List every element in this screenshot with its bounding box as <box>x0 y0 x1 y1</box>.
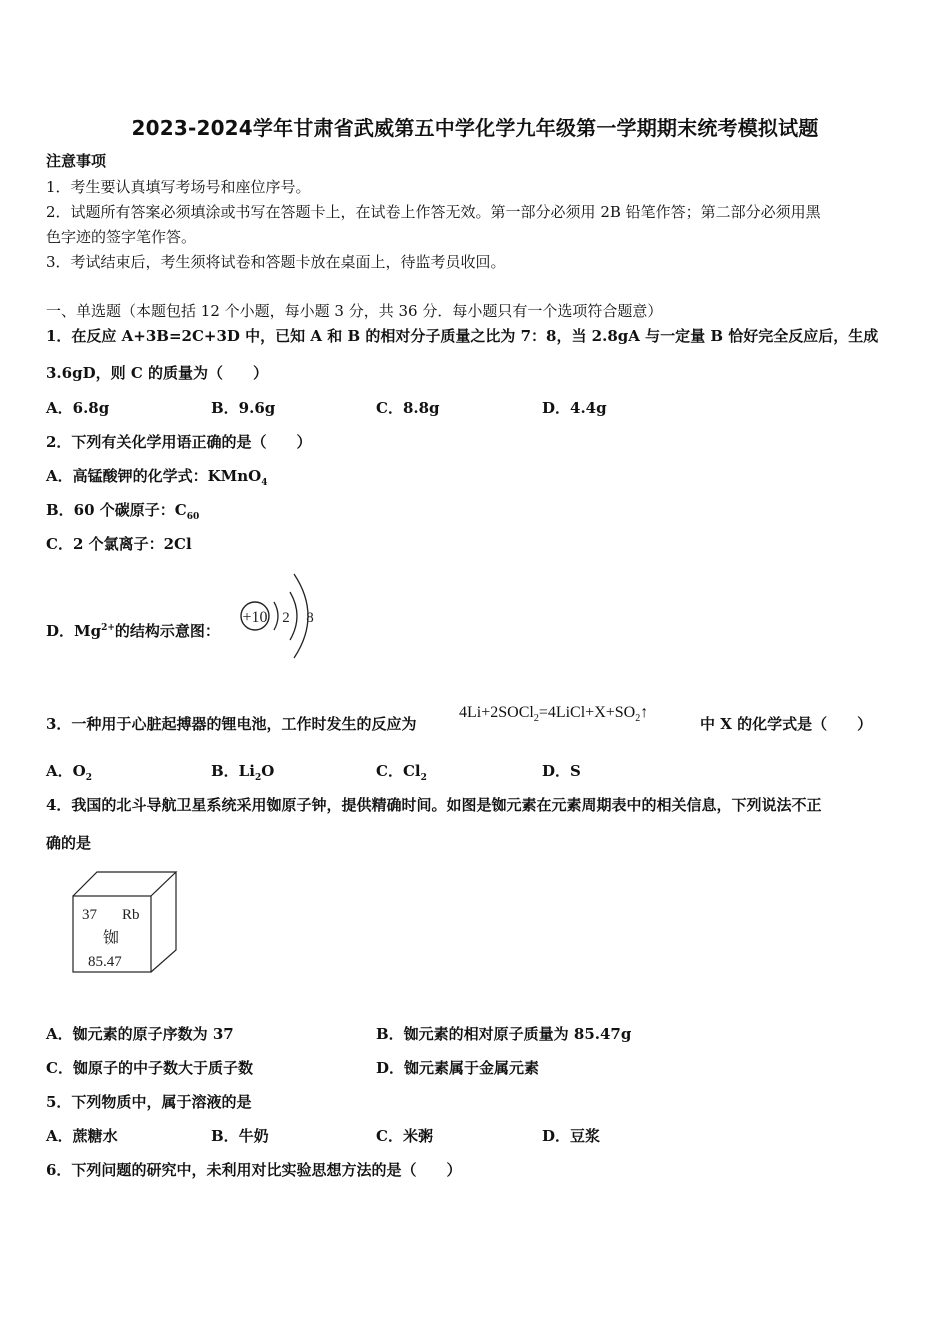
section-heading: 一、单选题（本题包括 12 个小题，每小题 3 分，共 36 分．每小题只有一个选项符合题意） <box>46 302 663 320</box>
q3-equation <box>459 704 648 724</box>
q4-stem-line2: 确的是 <box>46 834 92 852</box>
q3-eq-part2: =4LiCl+X+SO <box>538 704 636 721</box>
q3-option-a-sub: 2 <box>85 773 92 783</box>
q2-option-a-sub: 4 <box>261 478 268 488</box>
element-name: 铷 <box>103 930 120 947</box>
q5-stem: 5．下列物质中，属于溶液的是 <box>46 1093 252 1111</box>
q5-option-c: C．米粥 <box>376 1127 433 1145</box>
q2-option-d-suffix: 的结构示意图： <box>114 622 220 640</box>
q3-eq-sub2: 2 <box>635 713 641 725</box>
q1-stem-line1: 1．在反应 A+3B=2C+3D 中，已知 A 和 B 的相对分子质量之比为 7：8，当 2.8gA 与一定量 B 恰好完全反应后，生成 <box>46 327 879 345</box>
q3-eq-arrow: ↑ <box>640 704 649 721</box>
element-card-side <box>151 872 176 972</box>
exam-title: 2023-2024学年甘肃省武威第五中学化学九年级第一学期期末统考模拟试题 <box>131 116 819 140</box>
q2-option-d-prefix: D．Mg <box>46 622 102 640</box>
element-symbol: Rb <box>122 907 140 923</box>
q4-option-c: C．铷原子的中子数大于质子数 <box>46 1059 253 1077</box>
q3-option-c <box>376 761 427 788</box>
q2-option-a <box>46 466 268 493</box>
q3-option-a-label: A．O <box>46 762 86 780</box>
q3-option-b <box>211 761 274 788</box>
shell-2-electrons: 8 <box>306 610 314 626</box>
notice-item-1: 1．考生要认真填写考场号和座位序号。 <box>46 178 311 196</box>
element-card-top <box>73 872 176 896</box>
q3-option-b-label: B．Li <box>211 762 255 780</box>
element-atomic-number: 37 <box>82 907 97 923</box>
element-atomic-mass: 85.47 <box>88 954 122 970</box>
shell-arc-1 <box>274 602 278 630</box>
nucleus-charge: +10 <box>242 609 268 626</box>
q3-option-c-label: C．Cl <box>376 762 421 780</box>
q5-option-d: D．豆浆 <box>542 1127 601 1145</box>
q6-stem: 6．下列问题的研究中，未利用对比实验思想方法的是（ ） <box>46 1161 462 1179</box>
ion-structure-diagram <box>230 568 330 662</box>
q1-option-d: D．4.4g <box>542 399 607 417</box>
q4-stem-line1: 4．我国的北斗导航卫星系统采用铷原子钟，提供精确时间。如图是铷元素在元素周期表中的相关信息，下列说法不正 <box>46 796 822 814</box>
q3-option-a <box>46 761 92 788</box>
q3-option-d <box>542 761 581 781</box>
q3-eq-part1: 4Li+2SOCl <box>459 704 534 721</box>
q3-option-d-label: D．S <box>542 762 581 780</box>
q1-option-a: A．6.8g <box>46 399 110 417</box>
shell-arc-2 <box>290 592 297 640</box>
notice-item-2: 2．试题所有答案必须填涂或书写在答题卡上，在试卷上作答无效。第一部分必须用 2B 铅笔作答；第二部分必须用黑 <box>46 203 821 221</box>
q2-option-a-text: A．高锰酸钾的化学式：KMnO <box>46 467 262 485</box>
q2-option-b-text: B．60 个碳原子：C <box>46 501 187 519</box>
q3-eq-sub1: 2 <box>533 713 539 725</box>
q1-stem-line2: 3.6gD，则 C 的质量为（ ） <box>46 364 268 382</box>
q3-stem-suffix: 中 X 的化学式是（ ） <box>700 715 873 733</box>
q2-option-b-sub: 60 <box>186 512 200 522</box>
notice-item-2-cont: 色字迹的签字笔作答。 <box>46 228 197 246</box>
q5-option-b: B．牛奶 <box>211 1127 269 1145</box>
q2-option-d <box>46 618 220 641</box>
q2-option-b <box>46 500 199 527</box>
q3-option-b-sub: 2 <box>254 773 262 783</box>
q3-stem-prefix: 3．一种用于心脏起搏器的锂电池，工作时发生的反应为 <box>46 715 417 733</box>
q4-option-d: D．铷元素属于金属元素 <box>376 1059 540 1077</box>
q2-option-c: C．2 个氯离子：2Cl <box>46 535 192 553</box>
q5-option-a: A．蔗糖水 <box>46 1127 118 1145</box>
q2-stem: 2．下列有关化学用语正确的是（ ） <box>46 433 312 451</box>
q4-option-a: A．铷元素的原子序数为 37 <box>46 1025 234 1043</box>
q4-option-b: B．铷元素的相对原子质量为 85.47g <box>376 1025 632 1043</box>
q1-option-b: B．9.6g <box>211 399 276 417</box>
q3-option-c-sub: 2 <box>420 773 427 783</box>
notice-heading: 注意事项 <box>46 152 107 170</box>
element-card-rb <box>70 868 182 978</box>
q1-option-c: C．8.8g <box>376 399 440 417</box>
shell-1-electrons: 2 <box>282 610 290 626</box>
q3-option-b-tail: O <box>261 762 275 780</box>
notice-item-3: 3．考试结束后，考生须将试卷和答题卡放在桌面上，待监考员收回。 <box>46 253 506 271</box>
q2-option-d-sup: 2+ <box>101 623 115 633</box>
